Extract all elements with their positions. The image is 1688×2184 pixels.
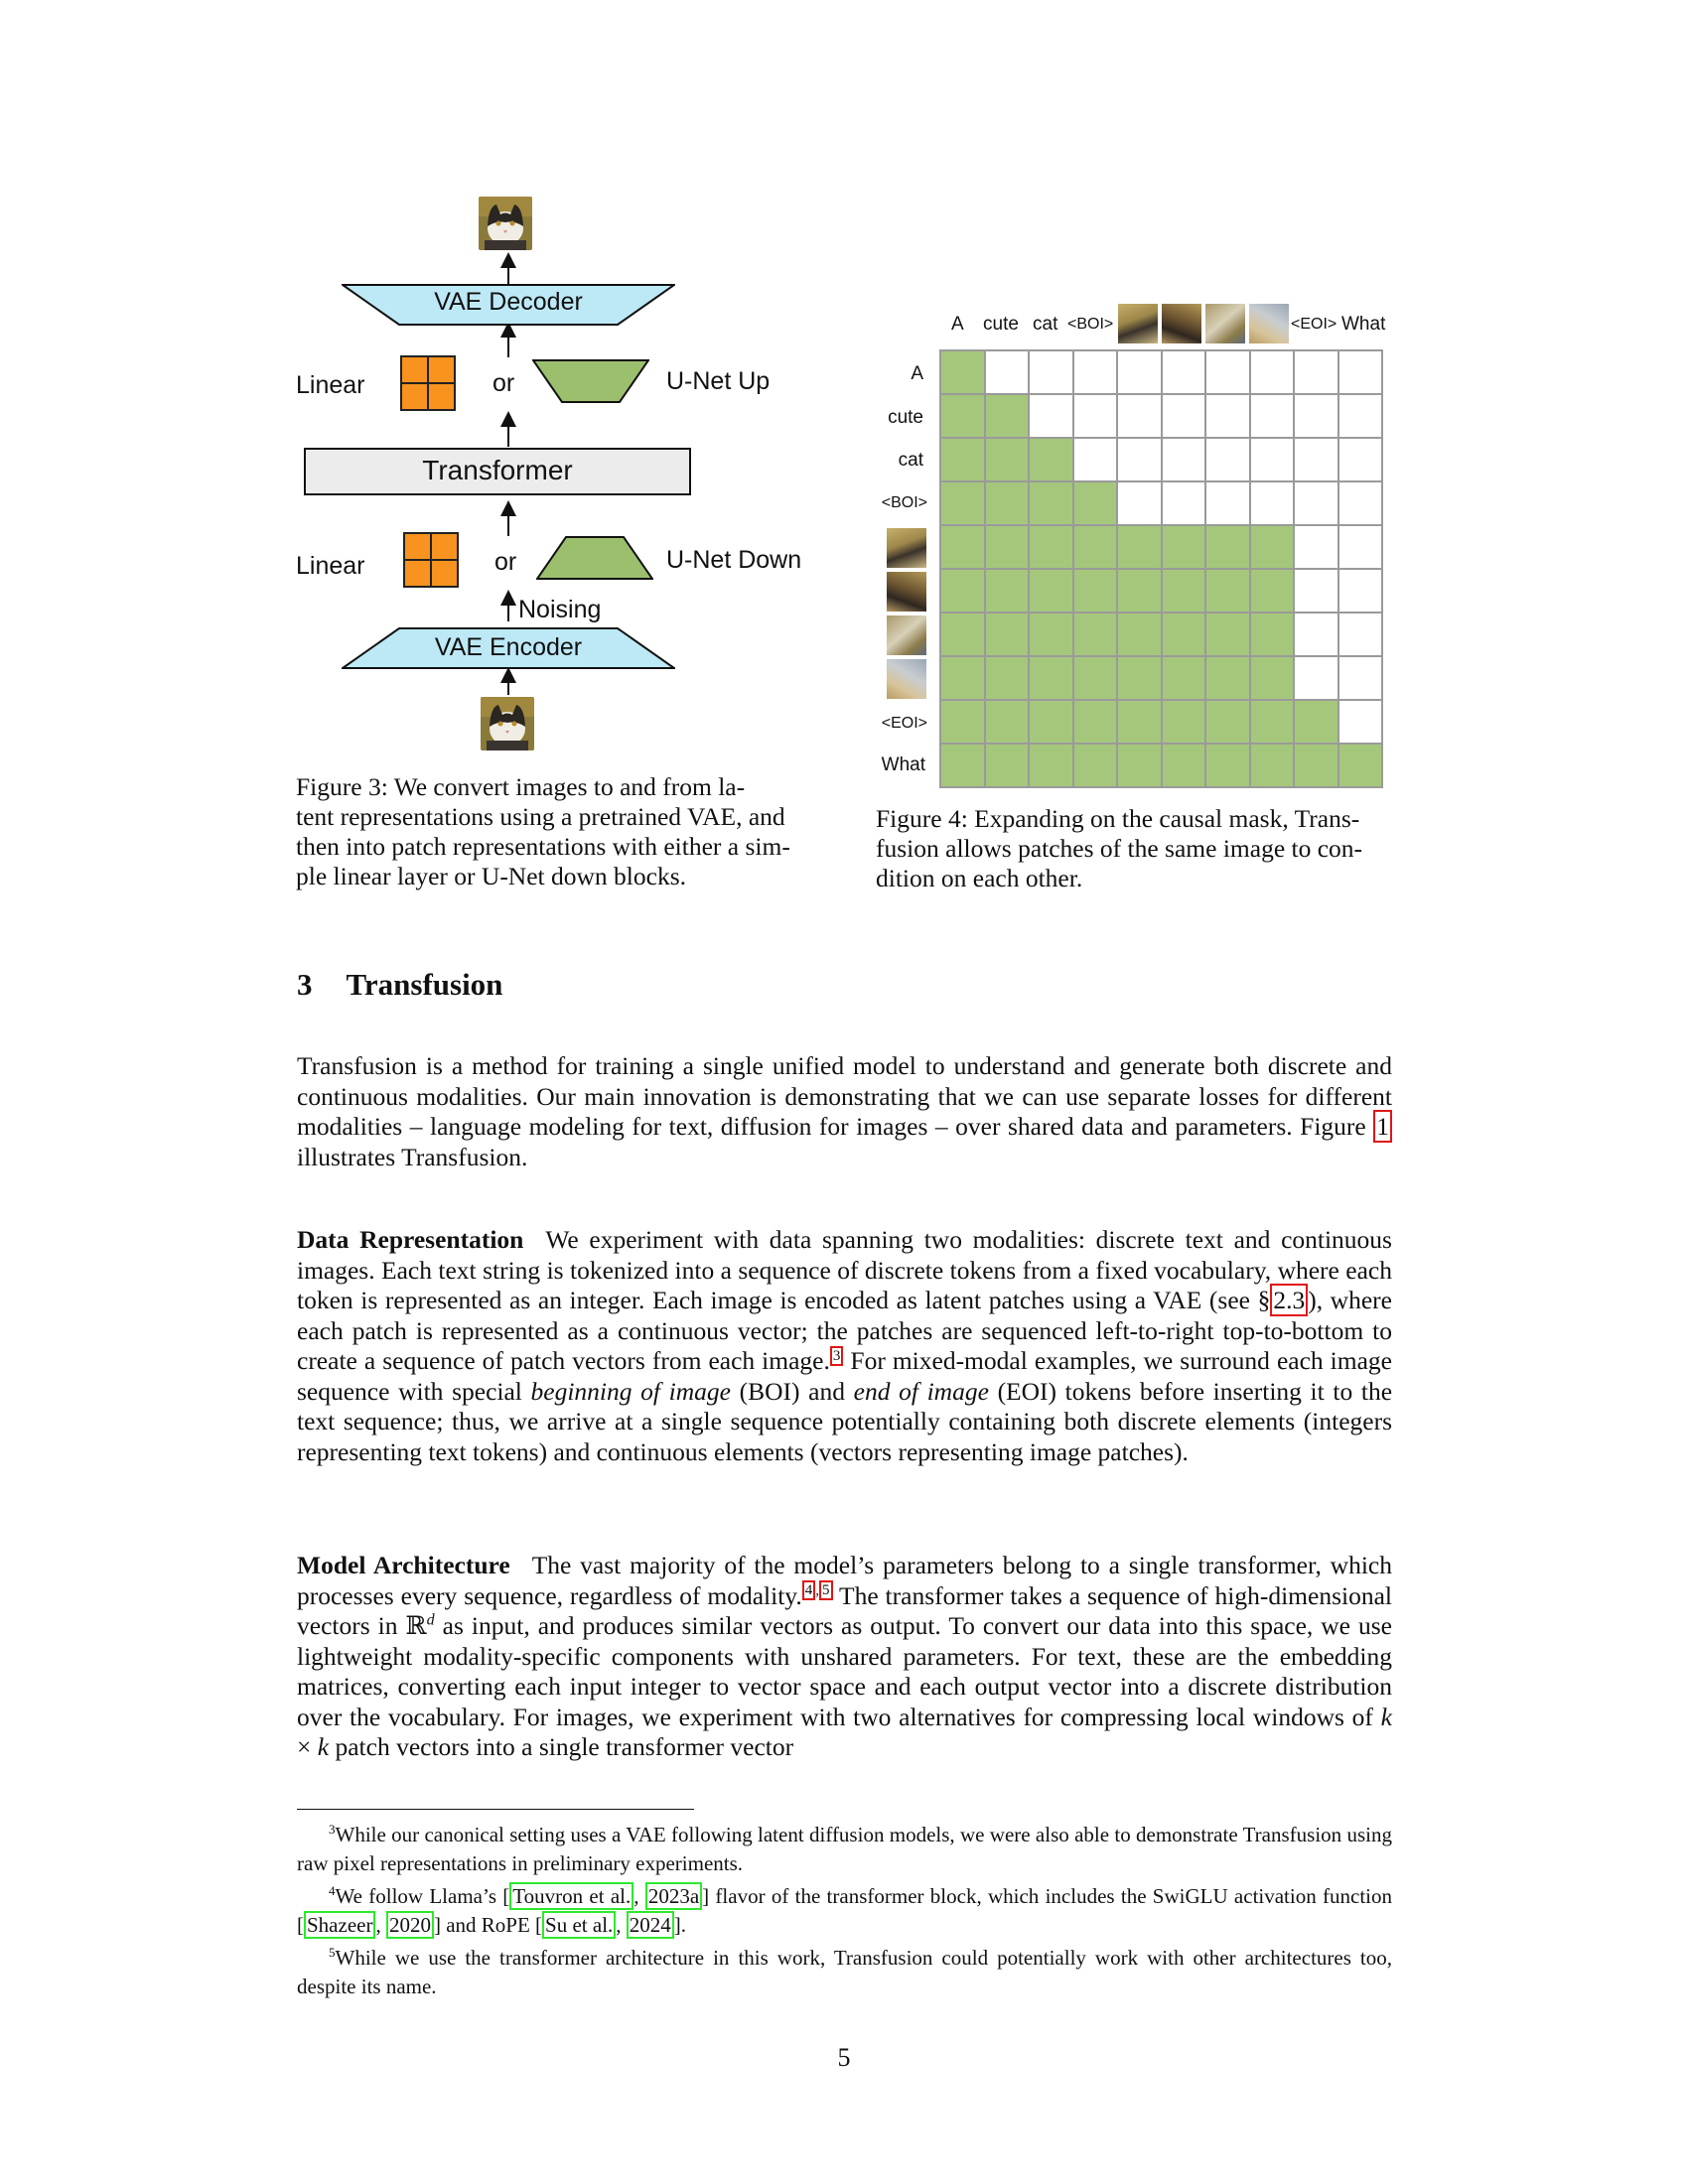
- mask-cell-attend: [1205, 656, 1250, 700]
- row-patch-image-2: [887, 572, 926, 612]
- linear-patch-icon-bottom: [403, 532, 459, 588]
- mask-cell-masked: [1294, 438, 1338, 481]
- mask-row: [940, 438, 1382, 481]
- row-label-boi: <BOI>: [881, 494, 927, 511]
- model-architecture-paragraph: Model Architecture The vast majority of the model’s parameters belong to a single transformer, which processes every sequence, regardless of modality. $^{4 , 5}$ The transformer takes a sequence of high-dimensional vectors in ℝ$^d$ as input, and produces similar vectors as output. To convert our data into this space, we use lightweight modality-specific components with unshared parameters. For text, these are the embedding matrices, converting each input integer to vector space and each output vector into a discrete distribution over the vocabulary. For images, we experiment with two alternatives for compressing local windows of k × k patch vectors into a single transformer vector: [297, 1551, 1392, 1761]
- mask-cell-masked: [1117, 350, 1162, 394]
- mask-cell-masked: [1205, 481, 1250, 525]
- mask-cell-masked: [1338, 569, 1383, 613]
- mask-row: [940, 569, 1382, 613]
- mask-cell-attend: [1117, 700, 1162, 744]
- citation-shazeer-year[interactable]: 2020: [386, 1911, 434, 1939]
- row-label-cat: cat: [898, 450, 923, 471]
- mask-cell-attend: [985, 569, 1030, 613]
- mask-cell-attend: [1162, 569, 1206, 613]
- mask-cell-attend: [1250, 744, 1295, 787]
- row-label-what: What: [881, 754, 925, 775]
- mask-row: [940, 656, 1382, 700]
- unet-up-label: U-Net Up: [666, 367, 771, 395]
- mask-cell-attend: [1162, 525, 1206, 569]
- linear-label-top: Linear: [296, 371, 365, 399]
- row-patch-image-1: [887, 528, 926, 568]
- mask-cell-masked: [1117, 438, 1162, 481]
- footnote-4-link[interactable]: 4: [802, 1580, 816, 1600]
- mask-cell-attend: [940, 438, 985, 481]
- page-number: 5: [837, 2043, 851, 2072]
- section-2-3-link[interactable]: 2.3: [1270, 1284, 1308, 1316]
- mask-cell-attend: [940, 613, 985, 656]
- section-heading: [297, 967, 502, 1003]
- mask-cell-masked: [985, 350, 1030, 394]
- mask-cell-masked: [1338, 438, 1383, 481]
- mask-cell-attend: [1205, 569, 1250, 613]
- mask-row: [940, 525, 1382, 569]
- mask-cell-attend: [985, 744, 1030, 787]
- col-patch-image-2: [1162, 304, 1201, 343]
- mask-row: [940, 394, 1382, 438]
- mask-cell-masked: [1250, 438, 1295, 481]
- mask-row: [940, 613, 1382, 656]
- mask-cell-attend: [1250, 569, 1295, 613]
- col-patch-image-3: [1205, 304, 1245, 343]
- mask-cell-attend: [1029, 525, 1073, 569]
- mask-cell-attend: [940, 569, 985, 613]
- mask-cell-attend: [940, 700, 985, 744]
- citation-touvron[interactable]: Touvron et al.: [509, 1882, 633, 1910]
- mask-cell-attend: [985, 481, 1030, 525]
- footnote-4: $^4$We follow Llama’s [ Touvron et al. , 2023a ] flavor of the transformer block, which includes the SwiGLU activation function [ Shazeer , 2020 ] and RoPE [ Su et al. , 2024 ].: [297, 1883, 1392, 1937]
- or-label-top: or: [492, 369, 515, 397]
- mask-cell-masked: [1338, 613, 1383, 656]
- mask-cell-masked: [1162, 350, 1206, 394]
- footnote-5: $^5$While we use the transformer architecture in this work, Transfusion could potentially work with other architectures too, despite its name.: [297, 1945, 1392, 1998]
- mask-cell-masked: [1294, 656, 1338, 700]
- mask-cell-masked: [1294, 525, 1338, 569]
- cat-image-output: [479, 197, 532, 250]
- mask-cell-masked: [1250, 350, 1295, 394]
- mask-cell-attend: [1294, 744, 1338, 787]
- mask-cell-masked: [1250, 481, 1295, 525]
- mask-cell-masked: [1338, 700, 1383, 744]
- data-representation-heading: Data Representation: [297, 1225, 524, 1254]
- row-label-a: A: [911, 363, 923, 384]
- or-label-bottom: or: [494, 548, 517, 576]
- mask-cell-attend: [1205, 525, 1250, 569]
- mask-cell-masked: [1338, 525, 1383, 569]
- mask-cell-attend: [1073, 481, 1118, 525]
- section-number: 3: [297, 967, 313, 1002]
- mask-cell-attend: [1073, 613, 1118, 656]
- mask-row: [940, 350, 1382, 394]
- mask-cell-attend: [1162, 700, 1206, 744]
- transformer-label: Transformer: [422, 455, 573, 485]
- mask-cell-attend: [1073, 700, 1118, 744]
- vae-decoder-label: VAE Decoder: [434, 288, 583, 316]
- mask-cell-attend: [1029, 656, 1073, 700]
- mask-cell-attend: [1073, 656, 1118, 700]
- mask-cell-attend: [1294, 700, 1338, 744]
- mask-row: [940, 744, 1382, 787]
- mask-cell-attend: [1117, 613, 1162, 656]
- col-label-cute: cute: [983, 314, 1019, 335]
- mask-cell-attend: [1205, 744, 1250, 787]
- mask-cell-masked: [1073, 350, 1118, 394]
- col-label-a: A: [951, 314, 964, 335]
- unet-down-label: U-Net Down: [666, 546, 802, 574]
- mask-cell-masked: [1294, 613, 1338, 656]
- caption-line: Figure 4: Expanding on the causal mask, Trans-: [876, 804, 1360, 833]
- mask-cell-masked: [1029, 394, 1073, 438]
- mask-cell-masked: [1294, 394, 1338, 438]
- mask-cell-attend: [1117, 744, 1162, 787]
- mask-cell-attend: [1205, 700, 1250, 744]
- mask-cell-masked: [1117, 481, 1162, 525]
- mask-cell-attend: [985, 438, 1030, 481]
- mask-cell-masked: [1294, 569, 1338, 613]
- mask-cell-attend: [985, 656, 1030, 700]
- caption-line: Figure 3: We convert images to and from la-: [296, 772, 746, 801]
- mask-cell-masked: [1338, 394, 1383, 438]
- mask-cell-attend: [940, 394, 985, 438]
- mask-row: [940, 700, 1382, 744]
- data-representation-paragraph: Data Representation We experiment with data spanning two modalities: discrete text and continuous images. Each text string is tokenized into a sequence of discrete tokens from a fixed vocabulary, where each token is represented as an integer. Each image is encoded as latent patches using a VAE (see § 2.3 ), where each patch is represented as a continuous vector; the patches are sequenced left-to-right top-to-bottom to create a sequence of patch vectors from each image. $^3$ For mixed-modal examples, we surround each image sequence with special beginning of image (BOI) and end of image (EOI) tokens before inserting it to the text sequence; thus, we arrive at a single sequence potentially containing both discrete elements (integers representing text tokens) and continuous elements (vectors representing image patches).: [297, 1225, 1393, 1466]
- col-label-cat: cat: [1033, 314, 1058, 335]
- figure-3-caption: [296, 772, 814, 891]
- figure-4-caption: [876, 804, 1392, 893]
- mask-cell-masked: [1029, 350, 1073, 394]
- citation-su[interactable]: Su et al.: [542, 1911, 616, 1939]
- mask-cell-masked: [1162, 394, 1206, 438]
- mask-cell-attend: [985, 613, 1030, 656]
- mask-cell-attend: [1029, 438, 1073, 481]
- citation-su-year[interactable]: 2024: [627, 1911, 674, 1939]
- mask-cell-masked: [1250, 394, 1295, 438]
- caption-line: tent representations using a pretrained VAE, and: [296, 802, 785, 831]
- row-patch-image-3: [887, 615, 926, 655]
- vae-encoder-label: VAE Encoder: [434, 633, 583, 661]
- mask-cell-attend: [1250, 613, 1295, 656]
- caption-line: then into patch representations with either a sim-: [296, 832, 790, 861]
- caption-line: dition on each other.: [876, 864, 1083, 892]
- mask-cell-attend: [1073, 525, 1118, 569]
- unet-up-shape: [532, 359, 649, 403]
- mask-cell-masked: [1073, 394, 1118, 438]
- mask-cell-attend: [1162, 613, 1206, 656]
- col-label-what: What: [1341, 314, 1386, 335]
- footnote-rule: [297, 1809, 694, 1810]
- citation-shazeer[interactable]: Shazeer: [304, 1911, 375, 1939]
- mask-cell-attend: [940, 481, 985, 525]
- col-patch-image-1: [1118, 304, 1158, 343]
- row-label-eoi: <EOI>: [881, 715, 927, 732]
- mask-cell-attend: [1117, 525, 1162, 569]
- col-label-boi: <BOI>: [1067, 316, 1114, 333]
- mask-cell-attend: [1250, 525, 1295, 569]
- figure-1-link[interactable]: 1: [1373, 1110, 1392, 1143]
- mask-cell-attend: [1162, 744, 1206, 787]
- mask-cell-attend: [940, 656, 985, 700]
- mask-cell-masked: [1205, 394, 1250, 438]
- mask-cell-masked: [1117, 394, 1162, 438]
- mask-cell-masked: [1294, 481, 1338, 525]
- linear-patch-icon-top: [400, 355, 456, 411]
- mask-cell-attend: [1250, 656, 1295, 700]
- mask-cell-attend: [1117, 656, 1162, 700]
- noising-label: Noising: [518, 596, 602, 623]
- mask-cell-masked: [1338, 481, 1383, 525]
- section-title: Transfusion: [346, 967, 503, 1002]
- mask-cell-masked: [1205, 350, 1250, 394]
- unet-down-shape: [536, 536, 653, 580]
- mask-cell-attend: [985, 525, 1030, 569]
- mask-cell-masked: [1338, 350, 1383, 394]
- mask-cell-masked: [1338, 656, 1383, 700]
- row-patch-image-4: [887, 659, 926, 699]
- model-architecture-heading: Model Architecture: [297, 1551, 510, 1579]
- mask-cell-masked: [1162, 438, 1206, 481]
- mask-cell-attend: [985, 700, 1030, 744]
- row-label-cute: cute: [888, 407, 923, 428]
- mask-cell-masked: [1162, 481, 1206, 525]
- mask-cell-attend: [1205, 613, 1250, 656]
- caption-line: fusion allows patches of the same image to con-: [876, 834, 1363, 863]
- linear-label-bottom: Linear: [296, 552, 365, 580]
- footnote-3: $^3$While our canonical setting uses a VAE following latent diffusion models, we were also able to demonstrate Transfusion using raw pixel representations in preliminary experiments.: [297, 1822, 1392, 1875]
- mask-cell-masked: [1073, 438, 1118, 481]
- mask-cell-attend: [1029, 700, 1073, 744]
- citation-touvron-year[interactable]: 2023a: [645, 1882, 702, 1910]
- caption-line: ple linear layer or U-Net down blocks.: [296, 862, 686, 890]
- mask-cell-attend: [1250, 700, 1295, 744]
- footnote-3-link[interactable]: 3: [830, 1346, 844, 1366]
- mask-cell-attend: [985, 394, 1030, 438]
- intro-paragraph: Transfusion is a method for training a single unified model to understand and generate both discrete and continuous modalities. Our main innovation is demonstrating that we can use separate losses for different modalities – language modeling for text, diffusion for images – over shared data and parameters. Figure 1 illustrates Transfusion.: [297, 1051, 1392, 1171]
- causal-mask-grid: [939, 349, 1383, 788]
- mask-cell-masked: [1205, 438, 1250, 481]
- cat-image-input: [481, 697, 534, 751]
- mask-cell-masked: [1294, 350, 1338, 394]
- mask-row: [940, 481, 1382, 525]
- mask-cell-attend: [1029, 569, 1073, 613]
- mask-cell-attend: [1162, 656, 1206, 700]
- footnotes: [297, 1816, 1392, 2000]
- mask-cell-attend: [1029, 481, 1073, 525]
- col-label-eoi: <EOI>: [1291, 316, 1337, 333]
- mask-cell-attend: [940, 744, 985, 787]
- mask-cell-attend: [1117, 569, 1162, 613]
- mask-cell-attend: [940, 525, 985, 569]
- mask-cell-attend: [1029, 744, 1073, 787]
- mask-cell-attend: [1073, 744, 1118, 787]
- footnote-5-link[interactable]: 5: [819, 1580, 833, 1600]
- mask-cell-attend: [1029, 613, 1073, 656]
- mask-cell-attend: [940, 350, 985, 394]
- col-patch-image-4: [1249, 304, 1289, 343]
- mask-cell-attend: [1338, 744, 1383, 787]
- mask-cell-attend: [1073, 569, 1118, 613]
